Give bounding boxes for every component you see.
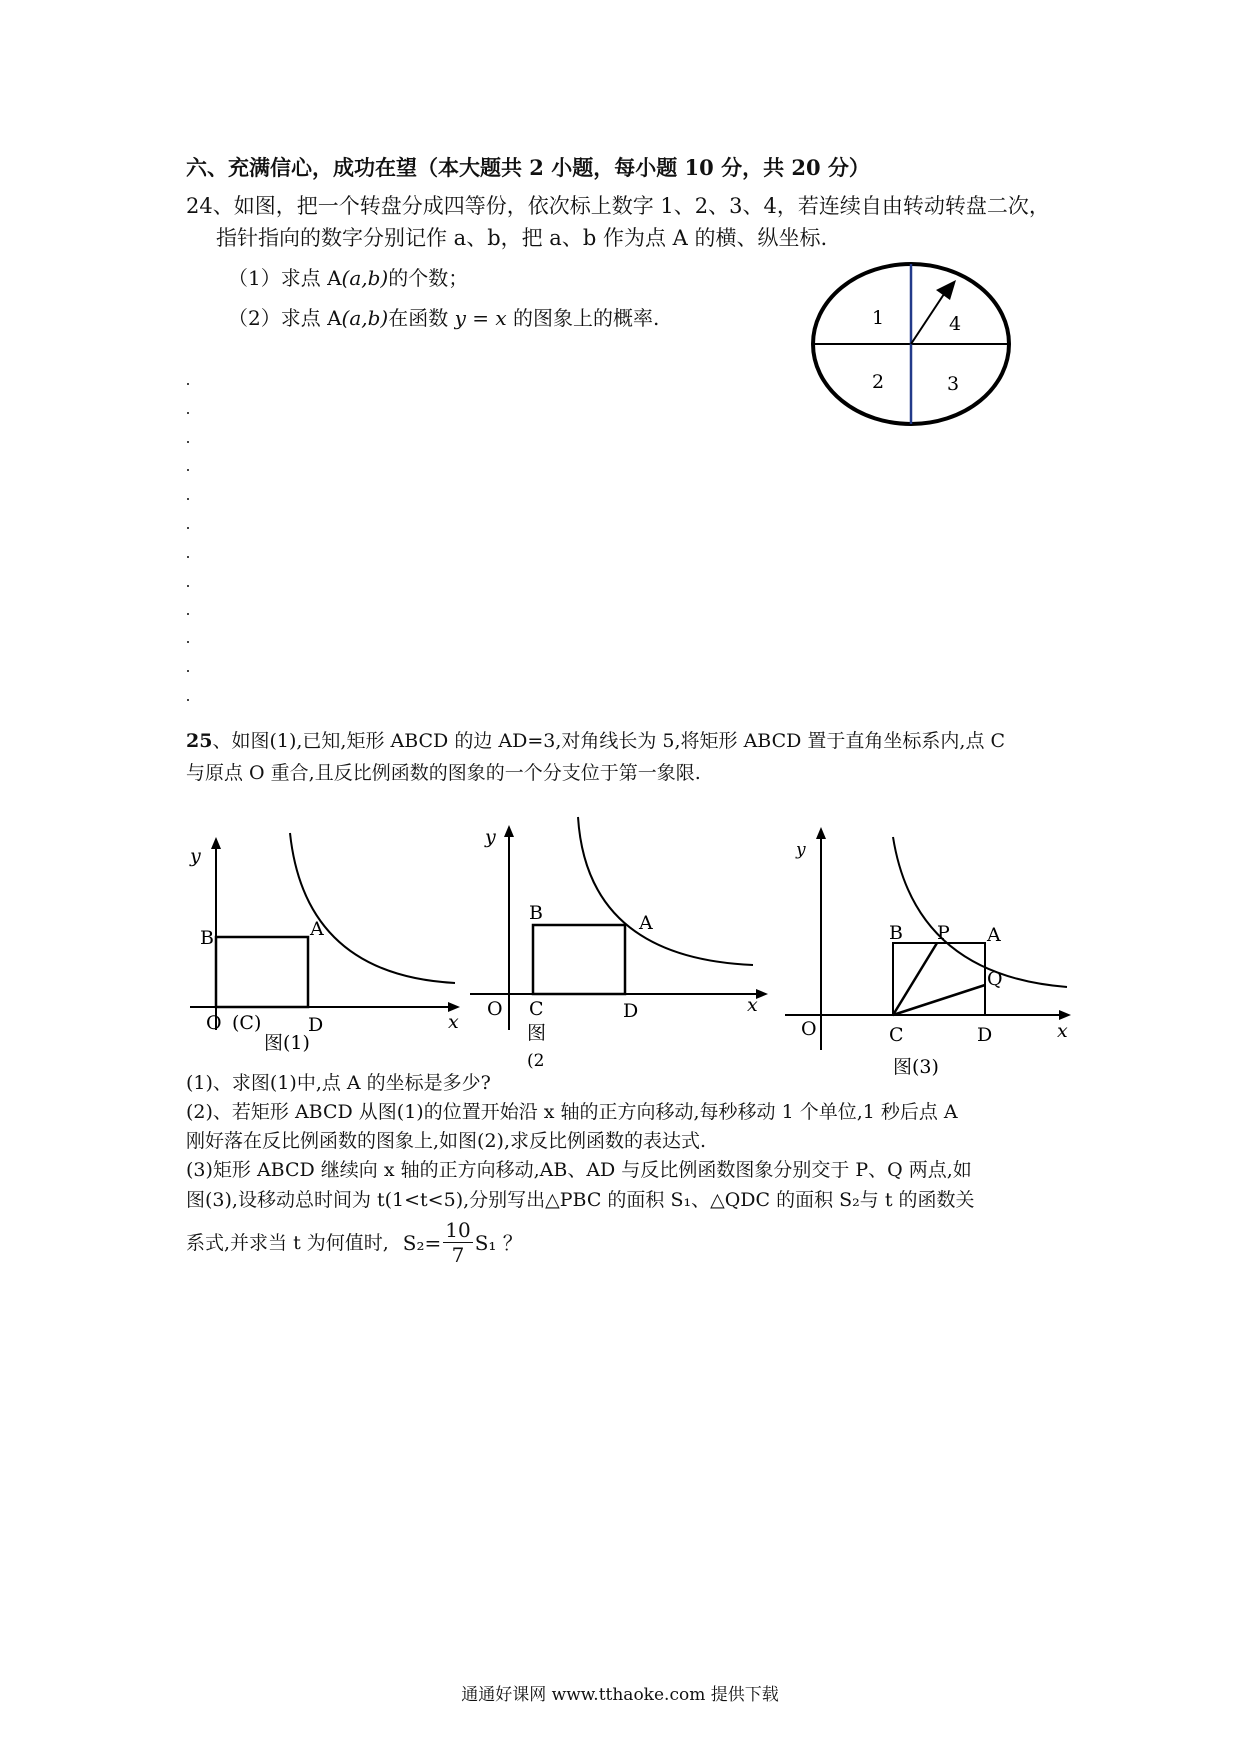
fig3-label-y: y (796, 840, 806, 860)
q25-part3-line3 (186, 1218, 523, 1267)
q24-sub2 (228, 302, 659, 331)
q25-part1: (1)、求图(1)中,点 A 的坐标是多少? (186, 1072, 491, 1094)
spinner-label-1: 1 (872, 307, 885, 329)
fig1-rectangle (216, 937, 308, 1007)
fig2-label-B: B (529, 902, 543, 924)
margin-dot (187, 441, 189, 443)
q25-part2-line2: 刚好落在反比例函数的图象上,如图(2),求反比例函数的表达式. (186, 1130, 707, 1152)
fig3-y-arrow (816, 827, 826, 839)
fig1-label-D: D (308, 1014, 324, 1036)
fig1-curve (290, 833, 455, 983)
fig1-label-B: B (200, 927, 214, 949)
fig1-caption: 图(1) (264, 1032, 310, 1054)
q24-sub1 (228, 262, 468, 291)
spinner-label-3: 3 (947, 373, 960, 395)
q25-formula-numerator: 10 (445, 1218, 471, 1242)
section-title: 六、充满信心，成功在望（本大题共 2 小题，每小题 10 分，共 20 分） (186, 155, 870, 180)
margin-dot (187, 469, 189, 471)
spinner-label-2: 2 (872, 371, 885, 393)
fig3-caption: 图(3) (893, 1056, 939, 1078)
spinner-diagram (800, 258, 1022, 430)
fig1-label-C: (C) (232, 1012, 262, 1034)
margin-dot (187, 527, 189, 529)
fig1-y-arrow (211, 837, 221, 849)
q25-part3-line1: (3)矩形 ABCD 继续向 x 轴的正方向移动,AB、AD 与反比例函数图象分别交于 P、Q 两点,如 (186, 1159, 972, 1181)
q25-intro-line2: 与原点 O 重合,且反比例函数的图象的一个分支位于第一象限. (186, 762, 701, 784)
fig2-caption-line1: 图 (527, 1022, 547, 1044)
q25-part2-line1: (2)、若矩形 ABCD 从图(1)的位置开始沿 x 轴的正方向移动,每秒移动 1 个单位,1 秒后点 A (186, 1101, 958, 1123)
fig3-label-A: A (987, 924, 1001, 946)
fig3-segment-CP (893, 943, 937, 1015)
spinner-pointer-arrowhead (936, 280, 956, 300)
margin-dot (187, 383, 189, 385)
fig3-curve (893, 837, 1067, 987)
q24-sub2-coord: (a,b) (341, 306, 389, 330)
fig3-x-arrow (1059, 1010, 1071, 1020)
margin-dot (187, 585, 189, 587)
fig2-label-C: C (529, 998, 544, 1020)
q25-formula-rhs: S₁ ？ (474, 1230, 523, 1255)
q25-intro-line1 (186, 726, 1005, 756)
fig2-caption-line2: (2 (527, 1051, 545, 1071)
fig2-label-A: A (639, 912, 653, 934)
margin-dot (187, 670, 189, 672)
fig3-label-B: B (889, 922, 903, 944)
fig3-label-x: x (1057, 1020, 1068, 1042)
fig1-label-A: A (310, 918, 324, 940)
spinner-label-4: 4 (949, 313, 962, 335)
margin-dot (187, 556, 189, 558)
q25-formula-lhs: S₂= (402, 1230, 442, 1255)
fig3-label-O: O (801, 1018, 817, 1040)
figure-1 (180, 825, 470, 1055)
q25-formula-fraction (443, 1218, 472, 1267)
figure-3 (775, 825, 1085, 1080)
fig2-label-O: O (487, 998, 503, 1020)
fig3-label-C: C (889, 1024, 904, 1046)
fig2-rectangle (533, 925, 625, 994)
page-footer: 通通好课网 www.tthaoke.com 提供下载 (461, 1685, 779, 1705)
q25-formula-denominator: 7 (451, 1243, 465, 1267)
figure-2 (465, 815, 775, 1075)
q25-number: 25 (186, 730, 213, 752)
fig2-curve (578, 817, 753, 965)
fig2-x-arrow (756, 989, 768, 999)
fig1-label-y: y (190, 845, 201, 867)
fig1-label-x: x (448, 1011, 459, 1033)
margin-dot (187, 613, 189, 615)
q24-sub2-suffix: 的图象上的概率. (506, 306, 660, 330)
q25-part3-line3-text: 系式,并求当 t 为何值时, (186, 1231, 389, 1254)
q25-part3-line2: 图(3),设移动总时间为 t(1<t<5),分别写出△PBC 的面积 S₁、△QDC 的面积 S₂与 t 的函数关 (186, 1189, 975, 1211)
q24-sub2-mid: 在函数 (388, 306, 455, 330)
q24-sub1-prefix: （1）求点 A (228, 266, 342, 290)
fig1-label-O: O (206, 1012, 222, 1034)
fig3-label-P: P (937, 922, 950, 944)
fig3-rectangle (893, 943, 985, 1015)
fig2-label-x: x (747, 994, 758, 1016)
fig3-label-Q: Q (987, 968, 1003, 990)
margin-dot (187, 641, 189, 643)
q24-sub2-prefix: （2）求点 A (228, 306, 342, 330)
fig2-label-D: D (623, 1000, 639, 1022)
q24-sub1-suffix: 的个数； (388, 266, 469, 290)
margin-dot (187, 699, 189, 701)
spinner-pointer (911, 288, 948, 344)
margin-dot (187, 498, 189, 500)
q24-sub2-func: y = x (454, 306, 507, 330)
fig2-label-y: y (485, 826, 496, 848)
fig2-y-arrow (504, 825, 514, 837)
q24-sub1-coord: (a,b) (341, 266, 389, 290)
q25-intro-line1-text: 、如图(1),已知,矩形 ABCD 的边 AD=3,对角线长为 5,将矩形 ABCD 置于直角坐标系内,点 C (212, 730, 1006, 752)
q24-line2: 指针指向的数字分别记作 a、b，把 a、b 作为点 A 的横、纵坐标. (216, 226, 828, 250)
q24-line1: 24、如图，把一个转盘分成四等份，依次标上数字 1、2、3、4，若连续自由转动转盘二次， (186, 194, 1050, 218)
margin-dot (187, 412, 189, 414)
fig3-segment-CQ (893, 985, 985, 1015)
fig3-label-D: D (977, 1024, 993, 1046)
